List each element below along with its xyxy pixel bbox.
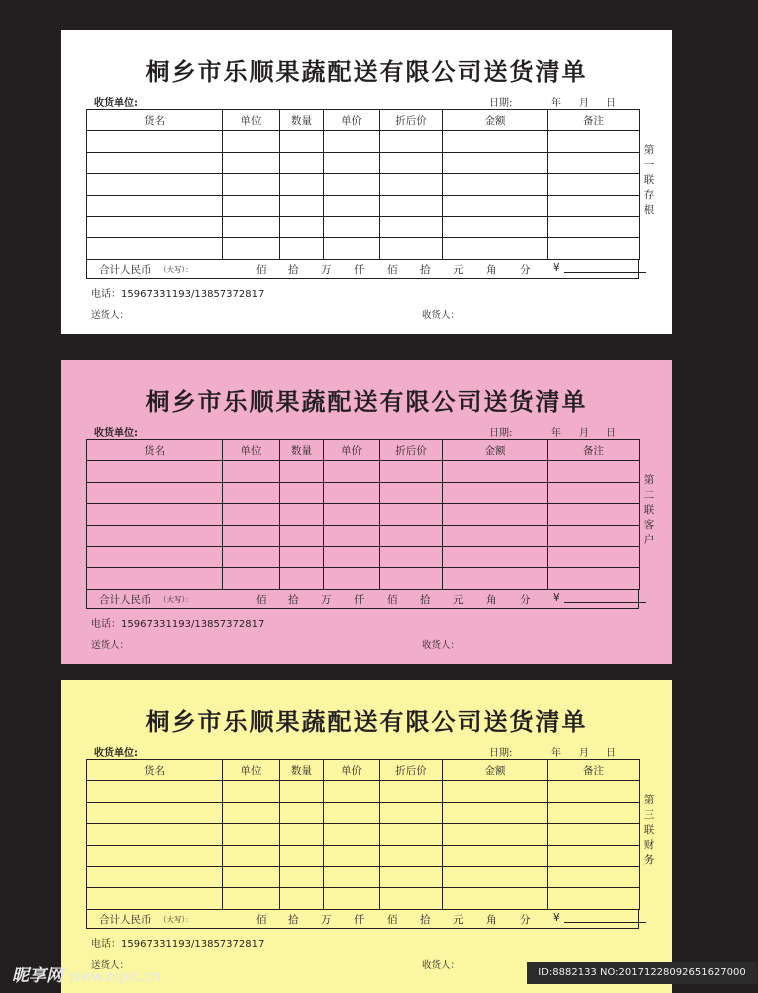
form-copy-2 — [61, 360, 672, 664]
total-unit: 拾 — [288, 264, 299, 276]
table-row — [87, 546, 640, 567]
sender-label: 送货人： — [91, 310, 130, 321]
phone-number: 电话：15967331193/13857372817 — [91, 289, 265, 300]
col-header-discount: 折后价 — [380, 440, 443, 461]
total-row — [86, 909, 639, 929]
table-row — [87, 525, 640, 546]
total-unit: 角 — [486, 914, 497, 926]
table-row — [87, 152, 640, 173]
currency-symbol: ¥ — [553, 912, 560, 924]
amount-underline — [564, 922, 646, 923]
total-unit: 分 — [520, 594, 531, 606]
goods-table — [86, 439, 640, 590]
col-header-remark: 备注 — [548, 760, 640, 781]
table-row — [87, 174, 640, 195]
goods-table — [86, 759, 640, 910]
total-unit: 拾 — [420, 914, 431, 926]
table-row — [87, 888, 640, 909]
goods-table — [86, 109, 640, 260]
watermark-url: www.nipic.cn — [68, 969, 161, 985]
col-header-qty: 数量 — [280, 440, 324, 461]
total-label: 合计人民币 — [99, 264, 152, 276]
table-row — [87, 504, 640, 525]
form-title: 桐乡市乐顺果蔬配送有限公司送货清单 — [145, 707, 588, 736]
total-unit: 仟 — [354, 594, 365, 606]
sender-label: 送货人： — [91, 960, 130, 971]
date-month: 月 — [579, 98, 589, 109]
col-header-discount: 折后价 — [380, 760, 443, 781]
date-month: 月 — [579, 748, 589, 759]
total-unit: 元 — [453, 914, 464, 926]
total-unit: 分 — [520, 264, 531, 276]
watermark-logo: 昵享网 www.nipic.cn — [12, 966, 161, 986]
form-copy-1 — [61, 30, 672, 334]
date-day: 日 — [606, 428, 616, 439]
total-row — [86, 589, 639, 609]
total-unit: 佰 — [256, 914, 267, 926]
table-row — [87, 131, 640, 152]
date-year: 年 — [551, 748, 561, 759]
total-note: （大写）： — [159, 915, 193, 924]
recipient-label: 收货人： — [422, 960, 461, 971]
total-unit: 角 — [486, 594, 497, 606]
date-year: 年 — [551, 98, 561, 109]
col-header-unit: 单位 — [223, 760, 280, 781]
date-day: 日 — [606, 748, 616, 759]
total-label: 合计人民币 — [99, 914, 152, 926]
col-header-qty: 数量 — [280, 110, 324, 131]
copy-label: 第 二 联 客 户 — [643, 474, 655, 546]
date-day: 日 — [606, 98, 616, 109]
date-year: 年 — [551, 428, 561, 439]
copy-label: 第 一 联 存 根 — [643, 144, 655, 216]
total-unit: 拾 — [420, 594, 431, 606]
col-header-price: 单价 — [324, 440, 380, 461]
total-unit: 分 — [520, 914, 531, 926]
form-copy-3 — [61, 680, 672, 993]
recipient-label: 收货人： — [422, 640, 461, 651]
total-note: （大写）： — [159, 595, 193, 604]
table-row — [87, 216, 640, 237]
table-header-row — [87, 760, 640, 781]
form-title: 桐乡市乐顺果蔬配送有限公司送货清单 — [145, 387, 588, 416]
form-title: 桐乡市乐顺果蔬配送有限公司送货清单 — [145, 57, 588, 86]
amount-underline — [564, 272, 646, 273]
col-header-remark: 备注 — [548, 110, 640, 131]
total-unit: 万 — [321, 914, 332, 926]
table-row — [87, 482, 640, 503]
total-row — [86, 259, 639, 279]
total-unit: 角 — [486, 264, 497, 276]
col-header-unit: 单位 — [223, 440, 280, 461]
date-label: 日期: — [489, 428, 513, 439]
col-header-amount: 金额 — [443, 110, 548, 131]
col-header-price: 单价 — [324, 110, 380, 131]
total-label: 合计人民币 — [99, 594, 152, 606]
table-row — [87, 195, 640, 216]
currency-symbol: ¥ — [553, 262, 560, 274]
receiver-label: 收货单位: — [94, 98, 138, 109]
watermark-id: ID:8882133 NO:20171228092651627000 — [527, 962, 757, 984]
currency-symbol: ¥ — [553, 592, 560, 604]
total-unit: 拾 — [420, 264, 431, 276]
amount-underline — [564, 602, 646, 603]
receiver-label: 收货单位: — [94, 748, 138, 759]
total-unit: 佰 — [256, 594, 267, 606]
total-note: （大写）： — [159, 265, 193, 274]
table-header-row — [87, 110, 640, 131]
date-month: 月 — [579, 428, 589, 439]
table-row — [87, 238, 640, 259]
phone-number: 电话：15967331193/13857372817 — [91, 939, 265, 950]
date-label: 日期: — [489, 748, 513, 759]
total-unit: 佰 — [387, 264, 398, 276]
col-header-amount: 金额 — [443, 440, 548, 461]
table-row — [87, 781, 640, 802]
col-header-amount: 金额 — [443, 760, 548, 781]
table-row — [87, 802, 640, 823]
recipient-label: 收货人： — [422, 310, 461, 321]
date-label: 日期: — [489, 98, 513, 109]
total-unit: 拾 — [288, 914, 299, 926]
table-row — [87, 461, 640, 482]
total-unit: 元 — [453, 264, 464, 276]
total-unit: 万 — [321, 594, 332, 606]
phone-number: 电话：15967331193/13857372817 — [91, 619, 265, 630]
table-header-row — [87, 440, 640, 461]
total-unit: 佰 — [387, 914, 398, 926]
total-unit: 拾 — [288, 594, 299, 606]
col-header-name: 货名 — [87, 760, 223, 781]
table-row — [87, 866, 640, 887]
col-header-name: 货名 — [87, 110, 223, 131]
total-unit: 元 — [453, 594, 464, 606]
total-unit: 仟 — [354, 264, 365, 276]
receiver-label: 收货单位: — [94, 428, 138, 439]
table-row — [87, 568, 640, 589]
total-unit: 仟 — [354, 914, 365, 926]
sender-label: 送货人： — [91, 640, 130, 651]
col-header-qty: 数量 — [280, 760, 324, 781]
col-header-name: 货名 — [87, 440, 223, 461]
table-row — [87, 824, 640, 845]
col-header-price: 单价 — [324, 760, 380, 781]
total-unit: 万 — [321, 264, 332, 276]
col-header-unit: 单位 — [223, 110, 280, 131]
total-unit: 佰 — [387, 594, 398, 606]
col-header-remark: 备注 — [548, 440, 640, 461]
table-row — [87, 845, 640, 866]
copy-label: 第 三 联 财 务 — [643, 794, 655, 866]
col-header-discount: 折后价 — [380, 110, 443, 131]
total-unit: 佰 — [256, 264, 267, 276]
